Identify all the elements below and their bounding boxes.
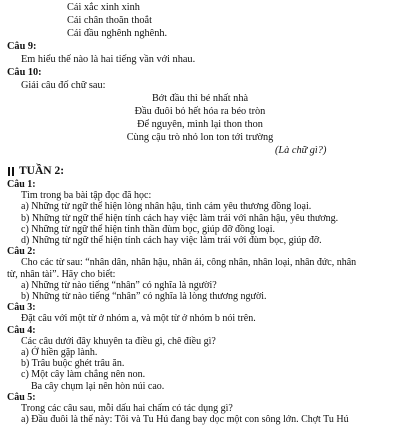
question-9-text: Em hiểu thế nào là hai tiếng vần với nhau.	[21, 54, 196, 65]
answer-item: b) Những từ ngữ thể hiện tính cách hay việc làm trái với nhân hậu, yêu thương.	[21, 212, 339, 224]
week2-question-4-text: Các câu dưới đây khuyên ta điều gì, chê điều gì?	[21, 335, 216, 347]
answer-item: a) Những từ nào tiếng “nhân” có nghĩa là người?	[21, 279, 217, 291]
intro-line: Cái xắc xinh xinh	[67, 2, 140, 13]
answer-item: b) Trâu buộc ghét trâu ăn.	[21, 358, 125, 370]
question-10-text: Giải câu đố chữ sau:	[21, 80, 106, 91]
answer-item: a) Những từ ngữ thể hiện lòng nhân hậu, tình cảm yêu thương đồng loại.	[21, 201, 312, 213]
answer-item-continued: Ba cây chụm lại nên hòn núi cao.	[31, 380, 165, 392]
week2-question-5-label: Câu 5:	[7, 391, 36, 403]
week2-question-4-label: Câu 4:	[7, 324, 36, 336]
intro-line: Cái chân thoăn thoắt	[67, 15, 152, 26]
bullet-bars-icon	[7, 167, 15, 176]
answer-item: b) Những từ nào tiếng “nhân” có nghĩa là lòng thương người.	[21, 291, 267, 302]
riddle-line: Để nguyên, mình lại thon thon	[137, 119, 263, 130]
intro-line: Cái đầu nghênh nghênh.	[67, 28, 168, 39]
riddle-line: Đầu đuôi bỏ hết hóa ra béo tròn	[134, 106, 266, 117]
riddle-question: (Là chữ gì?)	[275, 145, 327, 156]
question-9-label: Câu 9:	[7, 41, 37, 52]
week2-question-2-text-cont: từ, nhân tài”. Hãy cho biết:	[7, 268, 116, 280]
answer-item: d) Những từ ngữ thể hiện tính cách hay việc làm trái với đùm bọc, giúp đỡ.	[21, 235, 322, 246]
week-heading	[7, 165, 64, 178]
week2-question-1-label: Câu 1:	[7, 179, 36, 190]
riddle-line: Cùng cậu trò nhỏ lon ton tới trường	[126, 132, 274, 143]
answer-item: c) Một cây làm chẳng nên non.	[21, 369, 146, 381]
answer-item: c) Những từ ngữ thể hiện tinh thần đùm bọc, giúp đỡ đồng loại.	[21, 223, 276, 235]
week2-question-3-text: Đặt câu với một từ ở nhóm a, và một từ ở nhóm b nói trên.	[21, 313, 256, 325]
riddle-line: Bớt đầu thì bé nhất nhà	[151, 93, 249, 104]
week2-question-2-label: Câu 2:	[7, 246, 36, 258]
question-10-label: Câu 10:	[7, 67, 42, 78]
week2-question-2-text: Cho các từ sau: “nhân dân, nhân hậu, nhân ái, công nhân, nhân loại, nhân đức, nhân	[21, 257, 357, 269]
week2-question-3-label: Câu 3:	[7, 302, 36, 314]
answer-item: a) Ở hiền gặp lành.	[21, 347, 98, 358]
week2-question-5-text: Trong các câu sau, mỗi dấu hai chấm có tác dụng gì?	[21, 403, 233, 414]
week2-question-1-text: Tìm trong ba bài tập đọc đã học:	[21, 190, 152, 202]
week-title: TUẦN 2:	[19, 165, 65, 177]
answer-item: a) Đầu đuôi là thế này: Tôi và Tu Hú đang bay dọc một con sông lớn. Chợt Tu Hú	[21, 414, 349, 425]
